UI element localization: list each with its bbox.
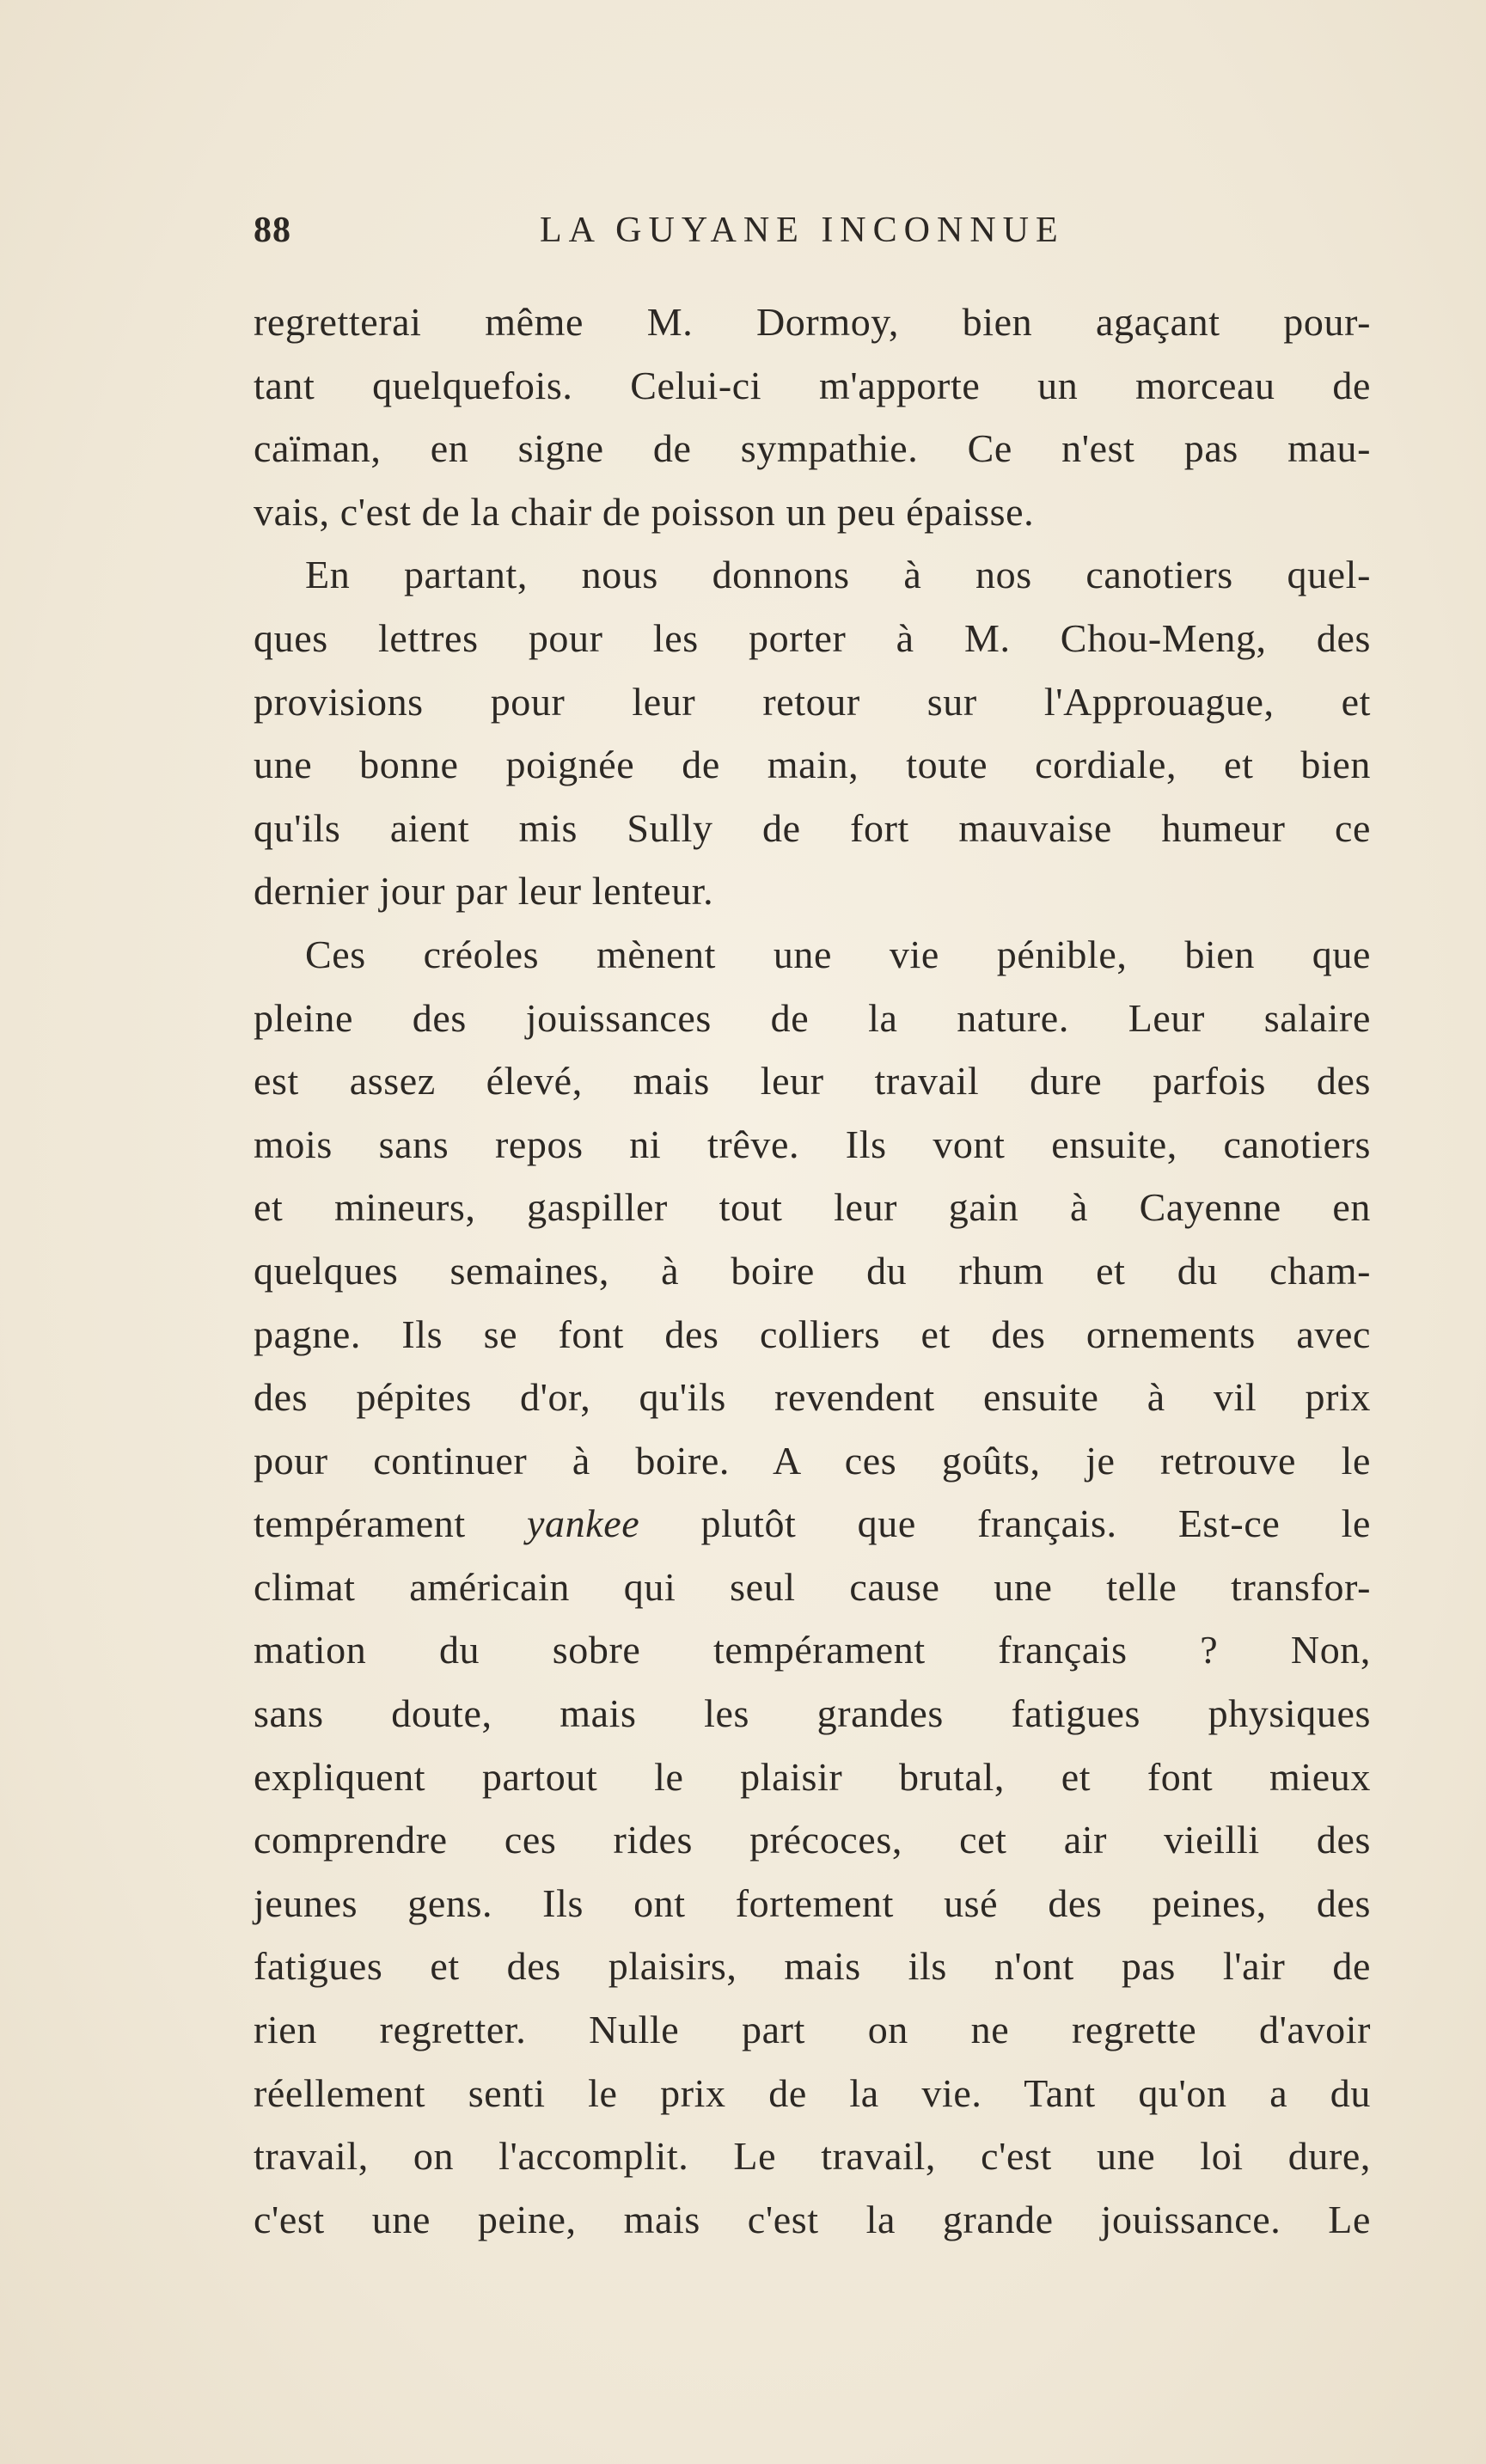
text-line: fatigues et des plaisirs, mais ils n'ont pas l'air de [254, 1944, 1371, 1989]
text-fragment: tempérament [254, 1501, 466, 1546]
text-line: vais, c'est de la chair de poisson un peu épaisse. [254, 489, 1035, 534]
text-line: En partant, nous donnons à nos canotiers quel- [305, 553, 1371, 597]
running-title: LA GUYANE INCONNUE [540, 211, 1065, 250]
text-line: pleine des jouissances de la nature. Leur salaire [254, 995, 1371, 1040]
text-line: pagne. Ils se font des colliers et des ornements avec [254, 1311, 1371, 1356]
text-line: expliquent partout le plaisir brutal, et font mieux [254, 1754, 1371, 1799]
text-line: est assez élevé, mais leur travail dure parfois des [254, 1059, 1371, 1104]
text-line: Ces créoles mènent une vie pénible, bien que [305, 932, 1371, 976]
text-line: qu'ils aient mis Sully de fort mauvaise humeur ce [254, 805, 1371, 850]
text-line: provisions pour leur retour sur l'Approuague, et [254, 679, 1371, 724]
text-line: pour continuer à boire. A ces goûts, je retrouve le [254, 1438, 1371, 1483]
text-line: dernier jour par leur lenteur. [254, 869, 714, 914]
page-header [254, 210, 1371, 261]
text-fragment: plutôt que français. Est-ce le [700, 1501, 1371, 1546]
text-line: une bonne poignée de main, toute cordiale, et bien [254, 743, 1371, 787]
text-line: sans doute, mais les grandes fatigues physiques [254, 1691, 1371, 1736]
text-line: quelques semaines, à boire du rhum et du cham- [254, 1248, 1371, 1293]
text-line: mois sans repos ni trêve. Ils vont ensuite, canotiers [254, 1122, 1371, 1166]
text-line: ques lettres pour les porter à M. Chou-Meng, des [254, 615, 1371, 660]
italic-word: yankee [526, 1501, 640, 1546]
text-line: rien regretter. Nulle part on ne regrette d'avoir [254, 2008, 1371, 2052]
text-line: réellement senti le prix de la vie. Tant qu'on a du [254, 2070, 1371, 2115]
text-line: jeunes gens. Ils ont fortement usé des peines, des [254, 1880, 1371, 1925]
text-line: c'est une peine, mais c'est la grande jouissance. Le [254, 2197, 1371, 2241]
text-line: comprendre ces rides précoces, cet air vieilli des [254, 1818, 1371, 1862]
body-text [254, 290, 1371, 2251]
text-line [254, 1492, 1371, 1556]
text-line: mation du sobre tempérament français ? Non, [254, 1628, 1371, 1672]
text-line: et mineurs, gaspiller tout leur gain à Cayenne en [254, 1185, 1371, 1230]
text-line: climat américain qui seul cause une telle transfor- [254, 1564, 1371, 1609]
text-line: travail, on l'accomplit. Le travail, c'est une loi dure, [254, 2134, 1371, 2179]
text-line: des pépites d'or, qu'ils revendent ensuite à vil prix [254, 1375, 1371, 1420]
text-line: tant quelquefois. Celui-ci m'apporte un morceau de [254, 363, 1371, 407]
text-line: caïman, en signe de sympathie. Ce n'est pas mau- [254, 426, 1371, 471]
text-line: regretterai même M. Dormoy, bien agaçant pour- [254, 300, 1371, 344]
page-number: 88 [254, 211, 291, 250]
